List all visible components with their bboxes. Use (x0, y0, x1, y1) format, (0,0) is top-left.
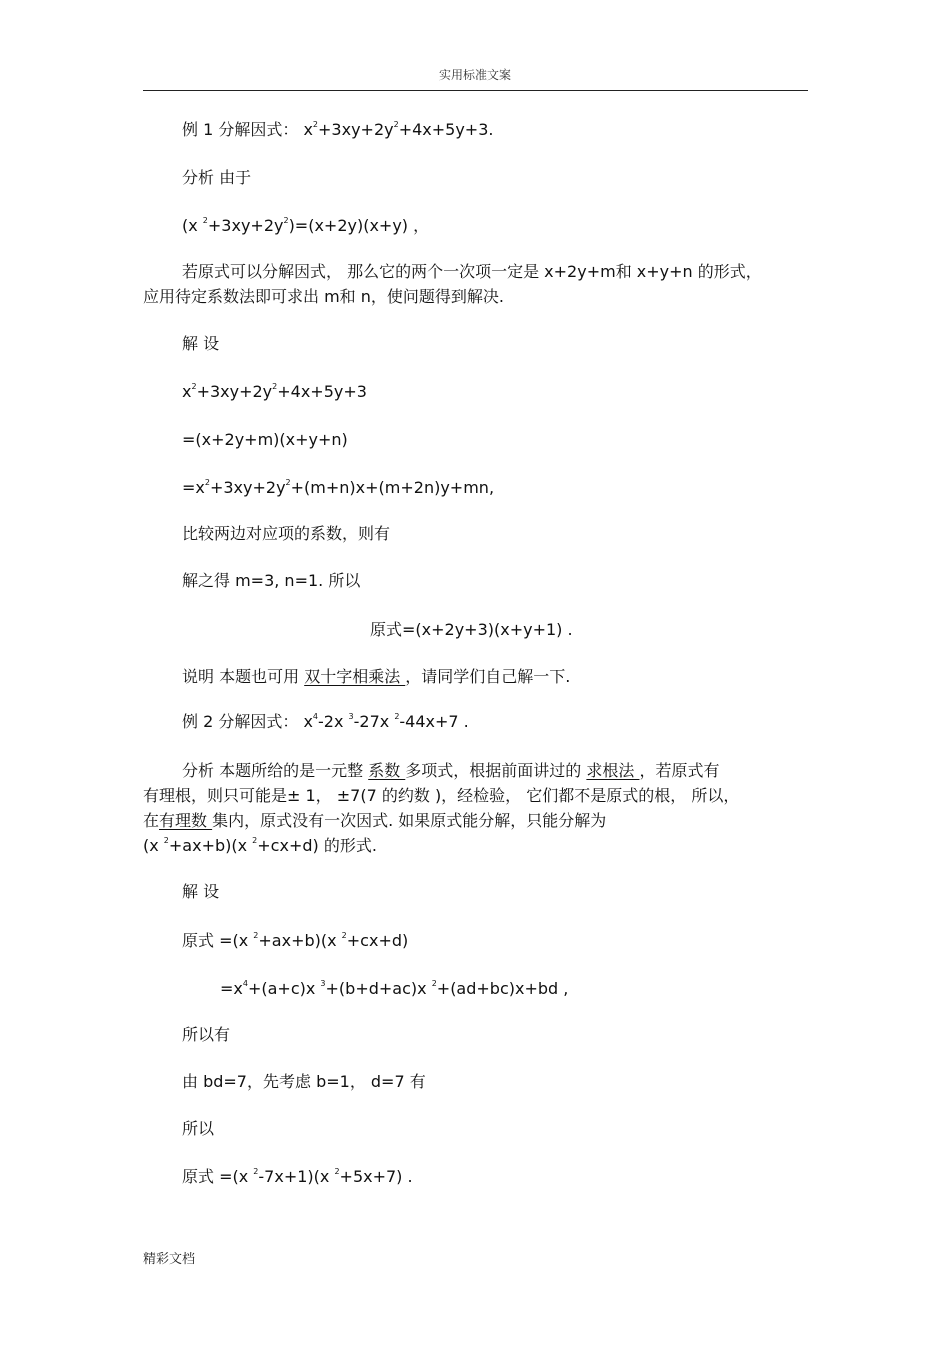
result-2: 原式 =(x $^2$-7x+1)(x $^2$+5x+7) . (182, 1167, 413, 1186)
solution-2-heading: 解 设 (182, 882, 220, 901)
compare-coefficients: 比较两边对应项的系数，则有 (182, 524, 391, 543)
so-have-line: 所以有 (182, 1025, 231, 1044)
underlined-term: 双十字相乘法 (304, 667, 406, 686)
paragraph-1-line-2: 应用待定系数法即可求出 m和 n，使问题得到解决. (143, 287, 504, 306)
solution-1-heading: 解 设 (182, 334, 220, 353)
solution-1-step-2: =(x+2y+m)(x+y+n) (182, 430, 348, 449)
solution-1-step-1: $x^2+3xy+2y^2+4x+5y+3$ (182, 382, 367, 401)
analysis-1-heading: 分析 由于 (182, 168, 252, 187)
page-header: 实用标准文案 (438, 68, 511, 82)
underlined-term: 有理数 (159, 811, 213, 830)
paragraph-2-line-4: (x $^2$+ax+b)(x $^2$+cx+d) 的形式. (143, 836, 377, 855)
example-2-line: 例 2 分解因式： $x^4-2x$ $^3$-27x $^2$-44x+7 . (182, 712, 469, 731)
result-1: 原式=(x+2y+3)(x+y+1) . (370, 620, 573, 639)
paragraph-2-line-1: 分析 本题所给的是一元整 系数 多项式，根据前面讲过的 求根法 ，若原式有 (182, 761, 720, 780)
paragraph-2-line-2: 有理根，则只可能是± 1， ±7(7 的约数 )，经检验， 它们都不是原式的根， 所以， (143, 786, 740, 805)
bd-line: 由 bd=7，先考虑 b=1， d=7 有 (182, 1072, 426, 1091)
paragraph-1-line-1: 若原式可以分解因式， 那么它的两个一次项一定是 x+2y+m和 x+y+n 的形式， (182, 262, 762, 281)
so-line: 所以 (182, 1119, 215, 1138)
note-line: 说明 本题也可用 双十字相乘法 ，请同学们自己解一下. (182, 667, 571, 686)
paragraph-2-line-3: 在有理数 集内，原式没有一次因式. 如果原式能分解，只能分解为 (143, 811, 607, 830)
underlined-term: 系数 (368, 761, 406, 780)
solution-2-step-1: 原式 =(x $^2$+ax+b)(x $^2$+cx+d) (182, 931, 409, 950)
page-footer: 精彩文档 (143, 1252, 196, 1267)
equation-a: (x $^2+3xy+2y^2)=(x+2y)(x+y)$ ， (182, 216, 430, 235)
example-1-line: 例 1 分解因式： $x^2+3xy+2y^2+4x+5y+3$. (182, 120, 494, 139)
underlined-term: 求根法 (586, 761, 640, 780)
solution-2-step-2: $=x^4+(a+c)x$ $^3$+(b+d+ac)x $^2$+(ad+bc)x+bd , (220, 979, 569, 998)
solve-line: 解之得 m=3, n=1. 所以 (182, 571, 361, 590)
solution-1-step-3: $=x^2+3xy+2y^2+(m+n)x+(m+2n)y+mn$, (182, 478, 495, 497)
header-rule (143, 90, 808, 91)
